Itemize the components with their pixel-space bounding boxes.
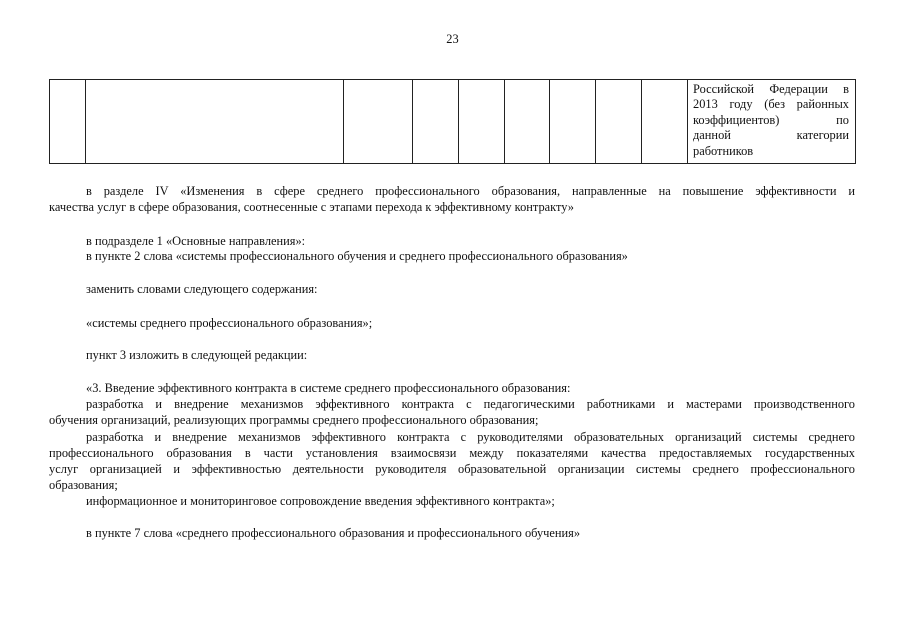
paragraph-section-iv <box>49 183 855 215</box>
paragraph-line: в разделе IV «Изменения в сфере среднего профессионального образования, направленные на повышение эффективности и <box>86 184 855 198</box>
paragraph-line: профессионального образования в части установления взаимосвязи между показателями качества предоставляемых государственных <box>49 446 855 460</box>
table-cell <box>86 80 344 164</box>
table-cell <box>596 80 642 164</box>
table-cell <box>344 80 413 164</box>
paragraph-line: в пункте 2 слова «системы профессионального обучения и среднего профессионального образования» <box>86 249 628 263</box>
paragraph-line: разработка и внедрение механизмов эффективного контракта с руководителями образовательных организаций системы среднего <box>86 430 855 444</box>
paragraph-line: информационное и мониторинговое сопровождение введения эффективного контракта»; <box>86 494 555 508</box>
paragraph-line: услуг организацией и эффективностью деятельности руководителя образовательной организации системы среднего профессионального <box>49 462 855 476</box>
paragraph-new-words <box>49 315 855 331</box>
paragraph-point-3-title <box>49 380 855 396</box>
paragraph-item-teachers <box>49 396 855 428</box>
paragraph-point-3 <box>49 347 855 363</box>
paragraph-replace <box>49 281 855 297</box>
paragraph-line: качества услуг в сфере образования, соотнесенные с этапами перехода к эффективному контракту» <box>49 200 574 214</box>
table-cell <box>550 80 596 164</box>
paragraph-line: «системы среднего профессионального образования»; <box>86 316 373 330</box>
paragraph-subsection-1 <box>49 233 855 249</box>
paragraph-line: в подразделе 1 «Основные направления»: <box>86 234 306 248</box>
cell-line: работников <box>693 143 754 158</box>
paragraph-line: образования; <box>49 478 118 492</box>
cell-line: Российской Федерации в <box>693 82 849 96</box>
table-cell <box>505 80 550 164</box>
table-fragment <box>49 79 856 164</box>
table-cell-description <box>688 80 856 164</box>
table-cell <box>413 80 459 164</box>
cell-line: коэффициентов) по <box>693 112 849 127</box>
paragraph-line: разработка и внедрение механизмов эффективного контракта с педагогическими работниками и мастерами производственного <box>86 397 855 411</box>
paragraph-point-2 <box>49 248 855 264</box>
cell-line: 2013 году (без районных <box>693 97 849 112</box>
page-number: 23 <box>446 32 459 46</box>
table-cell <box>642 80 688 164</box>
paragraph-point-7 <box>49 525 855 541</box>
paragraph-line: «3. Введение эффективного контракта в системе среднего профессионального образования: <box>86 381 571 395</box>
table-row <box>50 80 856 164</box>
table-cell <box>459 80 505 164</box>
paragraph-item-monitoring <box>49 493 855 509</box>
cell-line: данной категории <box>693 128 849 143</box>
paragraph-line: пункт 3 изложить в следующей редакции: <box>86 348 308 362</box>
paragraph-line: в пункте 7 слова «среднего профессионального образования и профессионального обучения» <box>86 526 581 540</box>
table-cell <box>50 80 86 164</box>
paragraph-item-heads <box>49 429 855 493</box>
paragraph-line: обучения организаций, реализующих программы среднего профессионального образования; <box>49 413 539 427</box>
paragraph-line: заменить словами следующего содержания: <box>86 282 318 296</box>
